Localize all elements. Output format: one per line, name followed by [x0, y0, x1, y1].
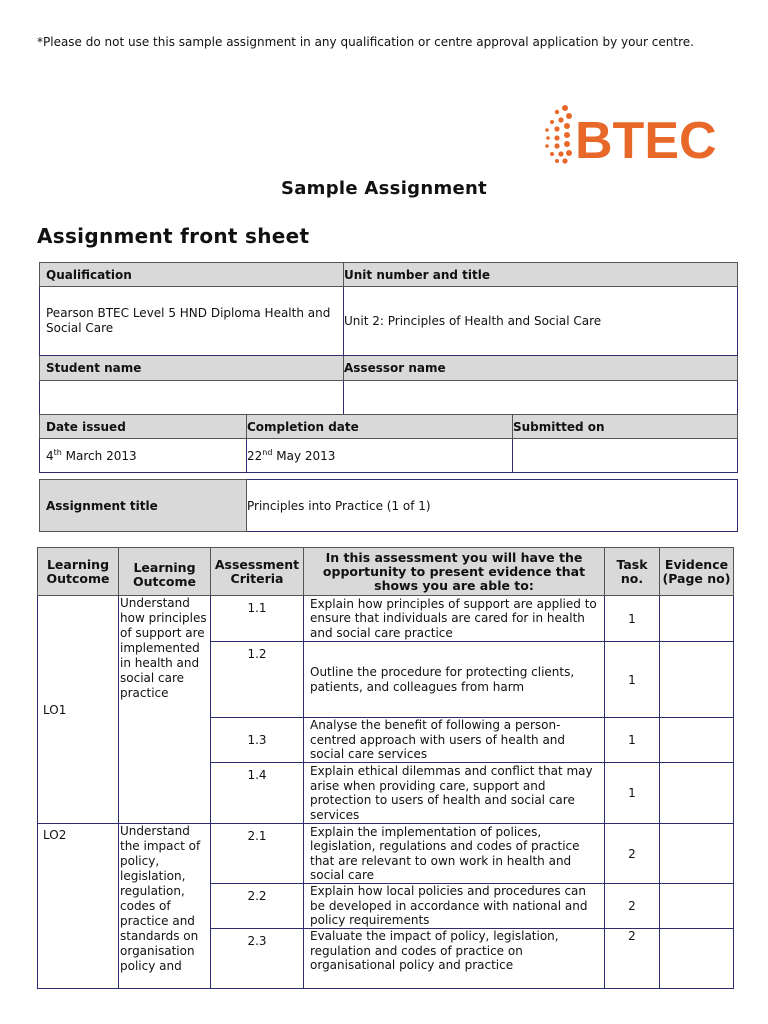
- assignment-title-value: Principles into Practice (1 of 1): [247, 480, 738, 532]
- header-learning-outcome-text: Learning Outcome: [119, 548, 211, 596]
- assessment-criteria-table: [37, 547, 734, 989]
- document-title: Sample Assignment: [280, 178, 488, 199]
- criterion-ref: 2.2: [211, 884, 304, 929]
- front-sheet-dates-table: [39, 414, 738, 473]
- submitted-on-field[interactable]: [513, 439, 738, 473]
- criterion-ref: 2.1: [211, 824, 304, 884]
- criterion-task: 1: [605, 763, 660, 824]
- completion-date-label: Completion date: [247, 415, 513, 439]
- criterion-description: Evaluate the impact of policy, legislation, regulation and codes of practice on organisational policy and practice: [304, 929, 605, 989]
- table-row: [38, 596, 734, 642]
- criterion-evidence[interactable]: [660, 596, 734, 642]
- qualification-value: Pearson BTEC Level 5 HND Diploma Health and Social Care: [40, 287, 344, 356]
- assignment-title-label: Assignment title: [40, 480, 247, 532]
- logo-dots-icon: [545, 105, 572, 164]
- submitted-on-label: Submitted on: [513, 415, 738, 439]
- criterion-ref: 1.3: [211, 718, 304, 763]
- date-issued-label: Date issued: [40, 415, 247, 439]
- criterion-evidence[interactable]: [660, 884, 734, 929]
- criterion-evidence[interactable]: [660, 763, 734, 824]
- unit-value: Unit 2: Principles of Health and Social Care: [344, 287, 738, 356]
- criterion-description: Explain ethical dilemmas and conflict that may arise when providing care, support and protection to users of health and social care services: [304, 763, 605, 824]
- btec-logo-graphic: [535, 100, 735, 170]
- date-issued-suffix: th: [53, 448, 62, 457]
- assessor-name-field[interactable]: [344, 381, 738, 415]
- criterion-task: 1: [605, 596, 660, 642]
- header-assessment-criteria: Assessment Criteria: [211, 548, 304, 596]
- criterion-task: 1: [605, 718, 660, 763]
- disclaimer-note: *Please do not use this sample assignment in any qualification or centre approval application by your centre.: [37, 35, 694, 49]
- criterion-ref: 1.4: [211, 763, 304, 824]
- criterion-description: Analyse the benefit of following a person-centred approach with users of health and social care services: [304, 718, 605, 763]
- student-name-field[interactable]: [40, 381, 344, 415]
- unit-label: Unit number and title: [344, 263, 738, 287]
- table-row: [38, 824, 734, 884]
- completion-suffix: nd: [262, 448, 273, 457]
- header-evidence-page: Evidence (Page no): [660, 548, 734, 596]
- criterion-ref: 2.3: [211, 929, 304, 989]
- criterion-evidence[interactable]: [660, 718, 734, 763]
- btec-logo: [535, 100, 735, 170]
- completion-date-value: [247, 439, 513, 473]
- completion-rest: May 2013: [272, 449, 336, 463]
- criterion-evidence[interactable]: [660, 824, 734, 884]
- criterion-description: Explain how principles of support are applied to ensure that individuals are cared for in health and social care practice: [304, 596, 605, 642]
- front-sheet-table-top: [39, 262, 738, 415]
- header-task-no: Task no.: [605, 548, 660, 596]
- criterion-task: 2: [605, 884, 660, 929]
- completion-day: 22: [247, 449, 263, 463]
- student-name-label: Student name: [40, 356, 344, 381]
- criterion-description: Outline the procedure for protecting clients, patients, and colleagues from harm: [304, 642, 605, 718]
- date-issued-day: 4: [46, 449, 54, 463]
- criterion-evidence[interactable]: [660, 642, 734, 718]
- criterion-task: 1: [605, 642, 660, 718]
- logo-text: BTEC: [575, 112, 717, 170]
- date-issued-value: [40, 439, 247, 473]
- qualification-label: Qualification: [40, 263, 344, 287]
- criterion-description: Explain how local policies and procedures can be developed in accordance with national and policy requirements: [304, 884, 605, 929]
- criterion-evidence[interactable]: [660, 929, 734, 989]
- lo1-text: Understand how principles of support are implemented in health and social care practice: [119, 596, 211, 824]
- lo2-id: LO2: [38, 824, 119, 989]
- header-learning-outcome: Learning Outcome: [38, 548, 119, 596]
- criterion-description: Explain the implementation of polices, legislation, regulations and codes of practice that are relevant to own work in health and social care: [304, 824, 605, 884]
- sheet-title: Assignment front sheet: [37, 224, 310, 248]
- criterion-task: 2: [605, 929, 660, 989]
- header-evidence-prompt: In this assessment you will have the opportunity to present evidence that shows you are able to:: [304, 548, 605, 596]
- lo2-text: Understand the impact of policy, legislation, regulation, codes of practice and standards on organisation policy and: [119, 824, 211, 989]
- criterion-ref: 1.1: [211, 596, 304, 642]
- assessor-name-label: Assessor name: [344, 356, 738, 381]
- criterion-task: 2: [605, 824, 660, 884]
- lo1-id: LO1: [38, 596, 119, 824]
- date-issued-rest: March 2013: [61, 449, 137, 463]
- criteria-header-row: [38, 548, 734, 596]
- assignment-title-table: [39, 479, 738, 532]
- criterion-ref: 1.2: [211, 642, 304, 718]
